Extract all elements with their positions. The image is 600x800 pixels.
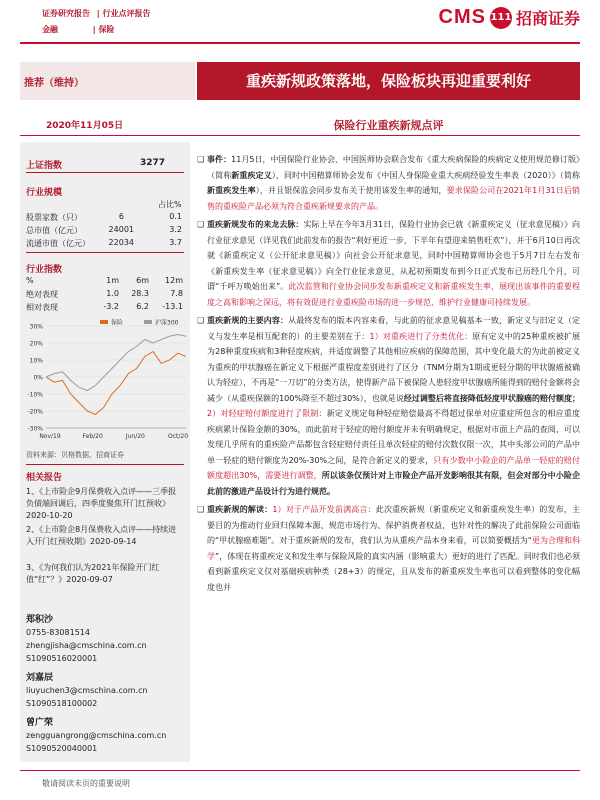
report-type-b: | 行业点评报告 (96, 9, 151, 18)
related-report-link[interactable]: 1、《上市险企9月保费收入点评——三季报负债端回调后，四季度聚焦开门红预收》2020-10-20 (26, 487, 177, 520)
related-title: 相关报告 (26, 473, 63, 483)
scale-row-label: 流通市值（亿元） (26, 239, 90, 248)
highlight-text: 1）对重疾进行了分类优化： (369, 331, 473, 341)
report-type-a: 证券研究报告 (42, 9, 90, 18)
paragraph-interpretation (197, 502, 580, 595)
body-text: ”，体现在将重疾定义和发生率与保险风险的真实内涵（影响重大）更好的进行了匹配。同时我们也必须看到新重疾定义仅对基础疾病种类（28+3）的规定，且从发布的新重疾发生率也可以看到整体的变化幅度也并 (207, 551, 581, 592)
bullet-icon: ❑ (197, 155, 205, 164)
main-content (197, 152, 580, 598)
legend-swatch (100, 320, 108, 324)
body-text: ），并且银保监会同步发布关于使用该发生率的通知， (255, 186, 447, 195)
bold-text: 新重疾发生率 (207, 186, 256, 195)
logo-cn: 招商证券 (515, 9, 580, 28)
y-tick-label: -20% (27, 408, 43, 416)
footer-divider (20, 770, 580, 771)
industry-b: | 保险 (92, 25, 115, 34)
cms-logo (439, 6, 580, 29)
perf-header: 6m (136, 276, 149, 285)
header-divider (20, 42, 580, 44)
perf-title: 行业指数 (26, 265, 63, 275)
analyst-email[interactable]: liuyuchen3@cmschina.com.cn (26, 686, 148, 695)
related-report-link[interactable]: 3、《为何我们认为2021年保险开门红值“红”？》2020-09-07 (26, 563, 160, 584)
index-value: 3277 (140, 158, 166, 168)
body-text: 从最终发布的版本内容来看，与此前的征求意见稿基本一致，新定义与旧定义（定义与发生率是相互配套的）的主要差别在于： (207, 316, 581, 341)
body-text: 实际上早在今年3月31日，保险行业协会已就《新重疾定义（征求意见稿）》向行业征求意见（详见我们此前发布的报告“利好更近一步，下半年有望迎来销售旺欢”），并于6月10日再次就《新重疾定义（公开征求意见稿）》向社会公开征求意见，同时中国精算师协会也于5月7日左右发布《新重疾发生率（征求意见稿）》向全行业征求意见，从起初预期发布到今日正式发布已历经几个月，可谓“千呼万唤始出来”。 (207, 220, 580, 291)
analyst-id: S1090518100002 (26, 699, 98, 708)
perf-row-value: -3.2 (103, 302, 119, 311)
report-type (42, 8, 151, 19)
y-tick-label: 30% (29, 323, 43, 331)
body-text: 原有定义中的25种重疾被扩展为28种重度疾病和3种轻度疾病，并适度调整了其他相应疾病的保障范围，其中变化最大的为此前被定义为重疾的甲状腺癌在新定义下根据严重程度差别进行了区分（TNM分期为1期或更轻分期的甲状腺癌被确认为轻症），不再是“一刀切”的分类方法，使得新产品下被保险人患轻度甲状腺癌所能得到的赔付金额将会减少（从重疾保额的100%降至不超过30%），也就是说 (207, 331, 581, 403)
index-label: 上证指数 (26, 161, 63, 171)
highlight-text: 只有少数中小险企的产品单一轻症的赔付额度超出30%，需要进行调整， (207, 455, 580, 480)
analyst-id: S1090516020001 (26, 654, 98, 663)
performance-chart (22, 316, 190, 446)
scale-row-value: 6 (118, 212, 124, 221)
perf-row-label: 相对表现 (26, 303, 58, 312)
y-tick-label: -30% (27, 425, 43, 433)
analyst-email[interactable]: zhengjisha@cmschina.com.cn (26, 641, 147, 650)
highlight-text: 此次监管和行业协会同步发布新重疾定义和新重疾发生率，展现出该事件的重要程度之高和影响之深远，将有效促进行业重疾险市场的进一步规范，维护行业健康可持续发展。 (207, 282, 580, 307)
scale-row-pct: 3.7 (169, 238, 182, 247)
paragraph-content (197, 313, 580, 499)
scale-row-value: 24001 (108, 225, 134, 234)
paragraph-background (197, 217, 580, 310)
analyst-name: 曾广荣 (26, 718, 54, 728)
logo-badge: 111 (490, 7, 512, 29)
body-text: 新定义规定每种轻症赔偿最高不得超过保单对应重症所包含的相应重度疾病累计保险金额的30%，而此前对于轻症的赔付额度并未有明确规定，根据对市面上产品的查阅，可以发现几乎所有的重疾险产品都包含轻症赔付责任且单次轻症的赔付次数仅限一次，其中头部公司的产品中单一轻症的赔付额度为20%-30%之间，是符合新定义的要求， (207, 409, 581, 465)
logo-en: CMS (438, 6, 486, 28)
related-report-link[interactable]: 2、《上市险企8月保费收入点评——持续进入开门红预收期》2020-09-14 (26, 525, 177, 546)
y-tick-label: -10% (27, 391, 43, 399)
bold-text: 所以该条仅预计对上市险企产品开发影响很其有限，但会对部分中小险企此前的激进产品设计行为进行规范。 (207, 471, 580, 496)
perf-row-value: 7.8 (170, 289, 183, 298)
analyst-id: S1090520040001 (26, 744, 98, 753)
scale-row-label: 总市值（亿元） (26, 226, 82, 235)
perf-row-value: -13.1 (162, 302, 183, 311)
perf-header: 1m (106, 276, 119, 285)
subtitle-divider (20, 135, 580, 136)
sidebar-divider (26, 172, 184, 173)
perf-row-value: 6.2 (136, 302, 149, 311)
scale-pct-header: 占比% (158, 200, 182, 209)
x-tick-label: Nov/19 (39, 433, 61, 440)
scale-row-pct: 3.2 (169, 225, 182, 234)
analyst-name: 刘嘉辰 (26, 673, 54, 683)
report-subtitle: 保险行业重疾新规点评 (333, 119, 444, 132)
sidebar-divider (26, 252, 184, 253)
analyst-phone: 0755-83081514 (26, 628, 90, 637)
rating: 推荐（维持） (24, 78, 84, 89)
bullet-icon: ❑ (197, 505, 205, 514)
perf-header: % (26, 276, 34, 285)
sidebar-divider (26, 464, 184, 465)
title-bar (197, 62, 580, 100)
x-tick-label: Jun/20 (125, 433, 145, 440)
series-line (46, 352, 186, 415)
body-text: 此次重疾新规（新重疾定义和新重疾发生率）的发布，主要目的为推动行业回归保障本源、规范市场行为、保护消费者权益，也针对性的解决了此前保险公司面临的“甲状腺癌难题”。对于重疾新规的发布，我们认为从重疾产品本身来看，可以简要概括为“ (207, 505, 580, 545)
highlight-text: 2）对轻症赔付额度进行了限制： (207, 409, 327, 418)
perf-header: 12m (165, 276, 183, 285)
lead-text: 事件： (207, 155, 232, 164)
scale-row-label: 股票家数（只） (26, 213, 82, 222)
report-date: 2020年11月05日 (46, 121, 124, 131)
highlight-text: 1）对于产品开发前满高言： (272, 505, 376, 514)
legend-label: 保险 (111, 319, 124, 327)
lead-text: 重疾新规的解读： (207, 505, 273, 514)
scale-row-pct: 0.1 (169, 212, 182, 221)
y-tick-label: 20% (29, 340, 43, 348)
scale-title: 行业规模 (26, 188, 63, 198)
paragraph-event (197, 152, 580, 214)
analyst-email[interactable]: zengguangrong@cmschina.com.cn (26, 731, 167, 740)
industry-a: 金融 (42, 25, 58, 34)
y-tick-label: 10% (29, 357, 43, 365)
industry-label (42, 24, 115, 35)
report-title: 重疾新规政策落地，保险板块再迎重要利好 (245, 72, 531, 90)
bold-text: 经过调整后将直接降低轻度甲状腺癌的赔付额度； (403, 393, 580, 403)
chart-source: 资料来源：贝格数据、招商证券 (26, 451, 124, 459)
y-tick-label: 0% (33, 374, 43, 382)
x-tick-label: Feb/20 (82, 433, 103, 440)
body-text: ），同时中国精算师协会发布《中国人身保险业重大疾病经验发生率表（2020）》（简称 (271, 170, 580, 180)
lead-text: 重疾新规的主要内容： (207, 316, 289, 325)
lead-text: 重疾新规发布的来龙去脉： (207, 220, 304, 229)
bold-text: 新重疾定义 (231, 170, 272, 180)
highlight-text: 要求保险公司在2021年1月31日后销售的重疾险产品必须为符合重疾新规要求的产品。 (207, 186, 580, 211)
perf-row-value: 1.0 (106, 289, 119, 298)
bullet-icon: ❑ (197, 220, 205, 229)
footer-note: 敬请阅读末页的重要说明 (42, 779, 130, 788)
legend-label: 沪深300 (155, 319, 179, 327)
perf-row-value: 28.3 (131, 289, 149, 298)
body-text: 11月5日，中国保险行业协会、中国医师协会联合发布《重大疾病保险的疾病定义使用规范修订版》（简称 (207, 155, 581, 180)
analyst-name: 郑积沙 (26, 615, 54, 625)
scale-row-value: 22034 (108, 238, 134, 247)
legend-swatch (144, 320, 152, 324)
highlight-text: 更为合理和科学 (207, 536, 580, 561)
x-tick-label: Oct/20 (167, 433, 189, 440)
perf-row-label: 绝对表现 (26, 290, 58, 299)
bullet-icon: ❑ (197, 316, 205, 325)
